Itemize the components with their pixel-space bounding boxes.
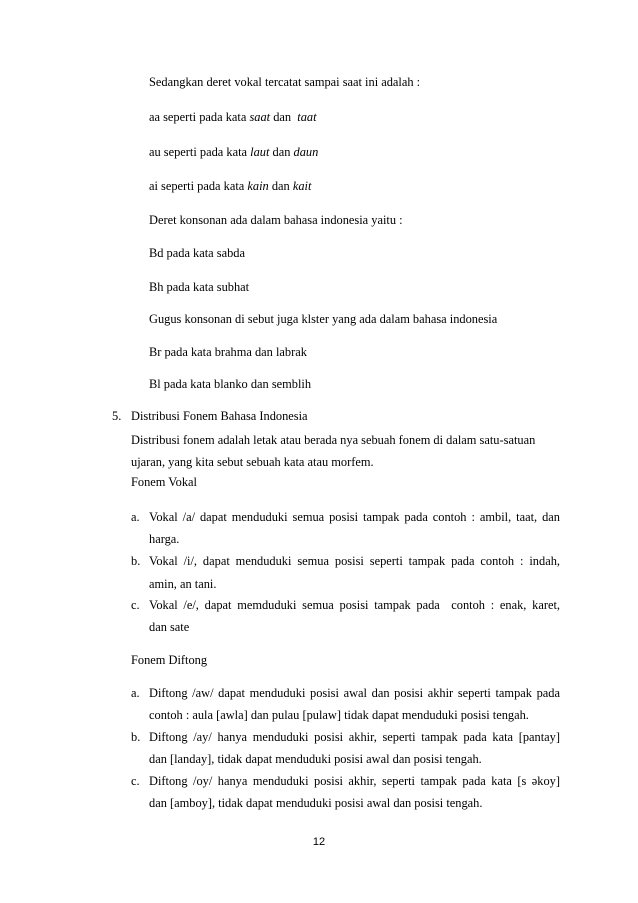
- vokal-item-c-line2: dan sate: [149, 620, 190, 634]
- cluster-intro: Gugus konsonan di sebut juga klster yang ada dalam bahasa indonesia: [149, 312, 498, 326]
- vokal-item-a-line2: harga.: [149, 532, 180, 546]
- diftong-item-b-line2: dan [landay], tidak dapat menduduki posisi awal dan posisi tengah.: [149, 752, 482, 766]
- vowel-sequence-ai: ai seperti pada kata kain dan kait: [149, 179, 312, 193]
- list-marker: b.: [131, 730, 141, 744]
- cluster-example-br: Br pada kata brahma dan labrak: [149, 345, 307, 359]
- diftong-heading: Fonem Diftong: [131, 653, 208, 667]
- list-marker: a.: [131, 686, 140, 700]
- vokal-item-c-line1: Vokal /e/, dapat memduduki semua posisi tampak pada contoh : enak, karet,: [149, 598, 560, 612]
- section-number: 5.: [112, 409, 122, 423]
- diftong-item-c-line1: Diftong /oy/ hanya menduduki posisi akhir, seperti tampak pada kata [s əkoy]: [149, 774, 560, 788]
- diftong-item-a-line2: contoh : aula [awla] dan pulau [pulaw] tidak dapat menduduki posisi tengah.: [149, 708, 529, 722]
- consonant-intro: Deret konsonan ada dalam bahasa indonesia yaitu :: [149, 213, 403, 227]
- section-description-line1: Distribusi fonem adalah letak atau berada nya sebuah fonem di dalam satu-satuan: [131, 433, 536, 447]
- vokal-item-a-line1: Vokal /a/ dapat menduduki semua posisi tampak pada contoh : ambil, taat, dan: [149, 510, 560, 524]
- list-marker: b.: [131, 554, 141, 568]
- intro-line: Sedangkan deret vokal tercatat sampai saat ini adalah :: [149, 75, 421, 89]
- diftong-item-a-line1: Diftong /aw/ dapat menduduki posisi awal dan posisi akhir seperti tampak pada: [149, 686, 560, 700]
- vokal-item-b-line1: Vokal /i/, dapat menduduki semua posisi seperti tampak pada contoh : indah,: [149, 554, 560, 568]
- vowel-sequence-au: au seperti pada kata laut dan daun: [149, 145, 319, 159]
- page-number: 12: [312, 836, 326, 848]
- section-description-line2: ujaran, yang kita sebut sebuah kata atau morfem.: [131, 455, 374, 469]
- vokal-item-b-line2: amin, an tani.: [149, 577, 217, 591]
- vowel-sequence-aa: aa seperti pada kata saat dan taat: [149, 110, 317, 124]
- cluster-example-bl: Bl pada kata blanko dan semblih: [149, 377, 312, 391]
- vokal-heading: Fonem Vokal: [131, 475, 197, 489]
- list-marker: c.: [131, 598, 140, 612]
- consonant-example-bh: Bh pada kata subhat: [149, 280, 250, 294]
- list-marker: c.: [131, 774, 140, 788]
- diftong-item-c-line2: dan [amboy], tidak dapat menduduki posisi awal dan posisi tengah.: [149, 796, 483, 810]
- consonant-example-bd: Bd pada kata sabda: [149, 246, 245, 260]
- diftong-item-b-line1: Diftong /ay/ hanya menduduki posisi akhir, seperti tampak pada kata [pantay]: [149, 730, 560, 744]
- section-title: Distribusi Fonem Bahasa Indonesia: [131, 409, 308, 423]
- list-marker: a.: [131, 510, 140, 524]
